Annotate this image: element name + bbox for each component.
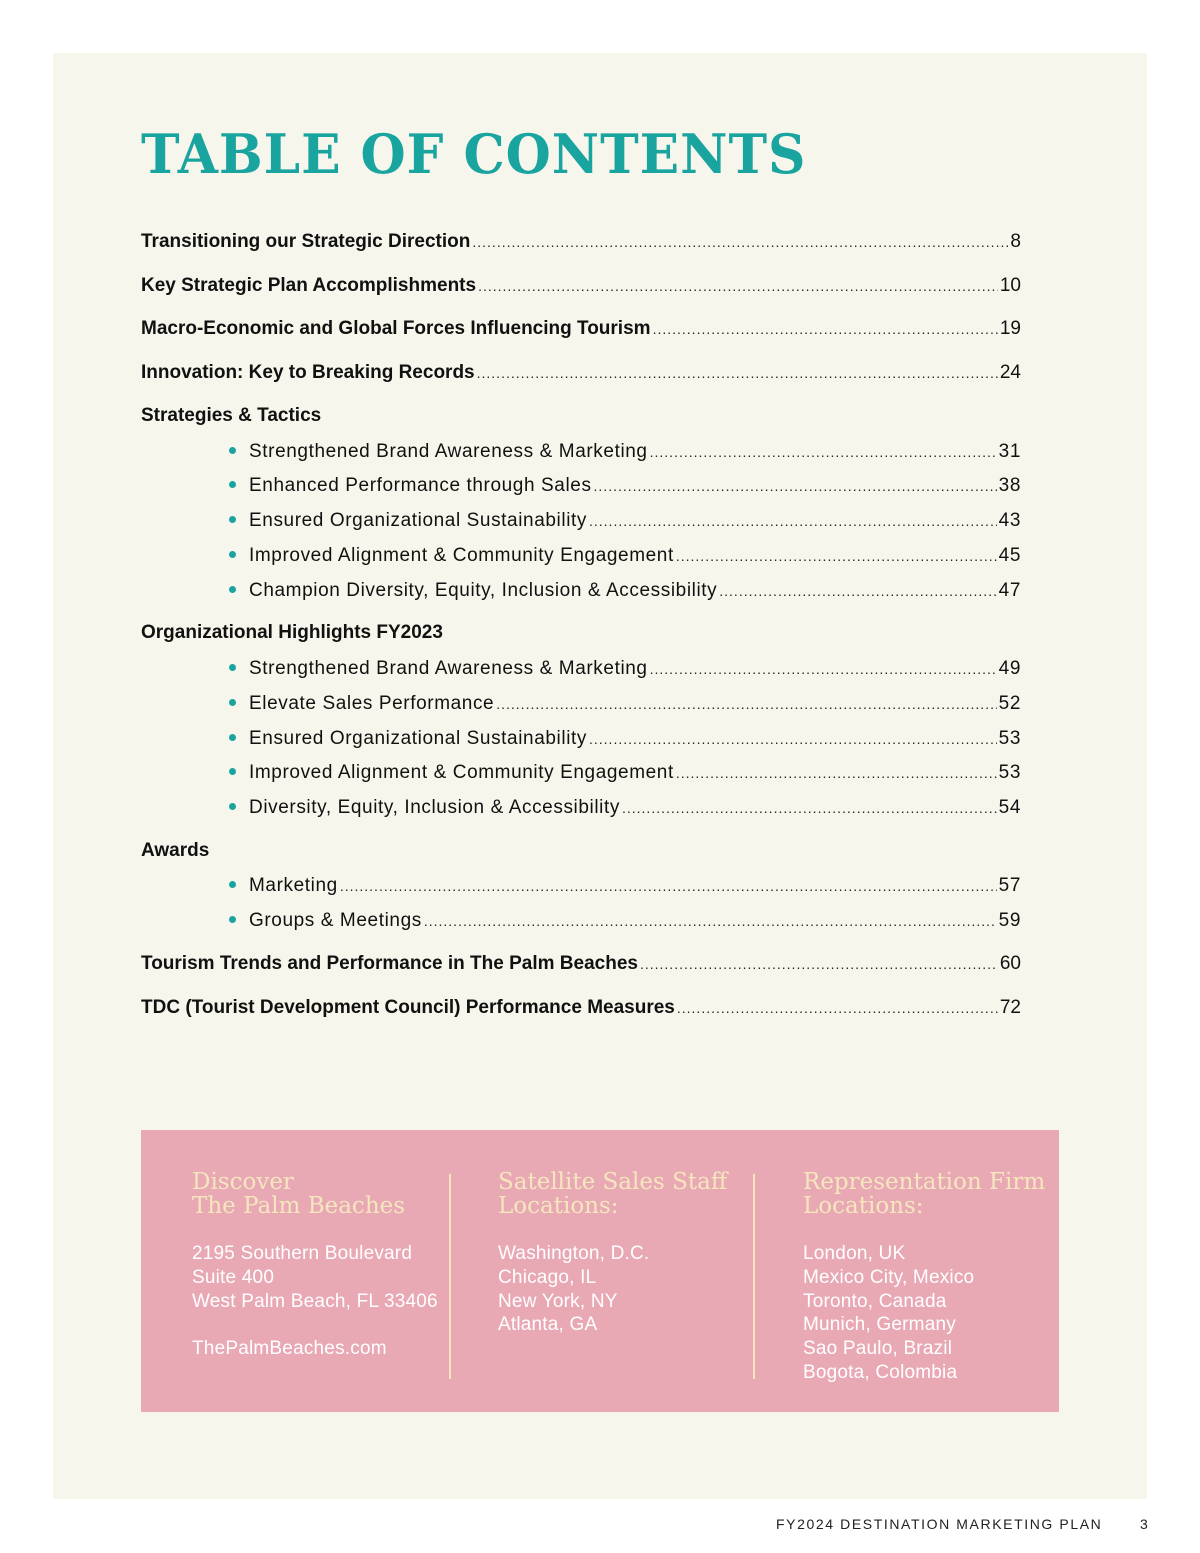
toc-page-number: 38 bbox=[998, 475, 1021, 497]
website-link[interactable]: ThePalmBeaches.com bbox=[192, 1338, 387, 1360]
heading-line: The Palm Beaches bbox=[192, 1193, 406, 1219]
toc-sub-entry-label: Strengthened Brand Awareness & Marketing bbox=[249, 440, 648, 462]
bullet-icon bbox=[229, 881, 236, 888]
dot-leader bbox=[653, 321, 998, 337]
bullet-icon bbox=[229, 699, 236, 706]
bullet-icon bbox=[229, 481, 236, 488]
bullet-icon bbox=[229, 551, 236, 558]
toc-entry-label: Tourism Trends and Performance in The Palm Beaches bbox=[141, 953, 638, 975]
toc-page-number: 54 bbox=[998, 797, 1021, 819]
location-item: Mexico City, Mexico bbox=[803, 1266, 975, 1288]
location-item: Toronto, Canada bbox=[803, 1290, 947, 1312]
toc-sub-entry-label: Elevate Sales Performance bbox=[249, 692, 495, 714]
toc-sub-entry[interactable] bbox=[141, 693, 1021, 728]
dot-leader bbox=[472, 234, 1008, 250]
location-item: New York, NY bbox=[498, 1290, 618, 1312]
toc-sub-entry[interactable] bbox=[141, 658, 1021, 693]
bullet-icon bbox=[229, 447, 236, 454]
discover-column bbox=[192, 1170, 452, 1361]
heading-line: Locations: bbox=[803, 1193, 924, 1219]
satellite-heading bbox=[498, 1170, 758, 1218]
toc-sub-entry[interactable] bbox=[141, 910, 1021, 945]
toc-entry[interactable] bbox=[141, 953, 1021, 997]
toc-page-number: 45 bbox=[998, 544, 1021, 566]
toc-page-number: 57 bbox=[998, 875, 1021, 897]
dot-leader bbox=[622, 800, 997, 816]
dot-leader bbox=[589, 731, 997, 747]
location-item: Munich, Germany bbox=[803, 1314, 956, 1336]
heading-line: Satellite Sales Staff bbox=[498, 1169, 728, 1195]
column-divider bbox=[449, 1174, 451, 1379]
dot-leader bbox=[676, 765, 997, 781]
toc-sub-entry-label: Strengthened Brand Awareness & Marketing bbox=[249, 657, 648, 679]
dot-leader bbox=[640, 956, 998, 972]
toc-entry[interactable] bbox=[141, 231, 1021, 275]
location-item: London, UK bbox=[803, 1243, 906, 1264]
dot-leader bbox=[650, 661, 997, 677]
dot-leader bbox=[496, 696, 996, 712]
satellite-column bbox=[498, 1170, 758, 1337]
bullet-icon bbox=[229, 586, 236, 593]
heading-line: Representation Firm bbox=[803, 1169, 1046, 1195]
toc-sub-entry[interactable] bbox=[141, 875, 1021, 910]
dot-leader bbox=[477, 365, 998, 381]
toc-page-number: 8 bbox=[1010, 231, 1021, 252]
toc-page-number: 60 bbox=[999, 953, 1021, 975]
toc-sub-entry-label: Diversity, Equity, Inclusion & Accessibility bbox=[249, 797, 620, 819]
toc-sub-entry-label: Champion Diversity, Equity, Inclusion & Accessibility bbox=[249, 579, 718, 601]
discover-address bbox=[192, 1242, 452, 1361]
bullet-icon bbox=[229, 916, 236, 923]
dot-leader bbox=[424, 913, 997, 929]
toc-sub-entry[interactable] bbox=[141, 580, 1021, 615]
bullet-icon bbox=[229, 768, 236, 775]
toc-sub-entry-label: Groups & Meetings bbox=[249, 910, 422, 932]
dot-leader bbox=[340, 878, 997, 894]
discover-heading bbox=[192, 1170, 452, 1218]
toc-sub-entry-label: Marketing bbox=[249, 875, 338, 897]
toc-page-number: 53 bbox=[998, 727, 1021, 749]
location-item: Atlanta, GA bbox=[498, 1314, 598, 1336]
toc-entry-label: Transitioning our Strategic Direction bbox=[141, 231, 471, 252]
dot-leader bbox=[478, 278, 998, 294]
dot-leader bbox=[676, 548, 997, 564]
toc-entry-label: Macro-Economic and Global Forces Influencing Tourism bbox=[141, 318, 651, 339]
address-line: 2195 Southern Boulevard bbox=[192, 1243, 413, 1264]
toc-page-number: 43 bbox=[998, 510, 1021, 532]
toc-sub-entry-label: Ensured Organizational Sustainability bbox=[249, 510, 587, 532]
toc-sub-entry[interactable] bbox=[141, 728, 1021, 763]
spacer bbox=[192, 1313, 452, 1337]
toc-entry[interactable] bbox=[141, 362, 1021, 406]
page-panel bbox=[53, 53, 1147, 1499]
bullet-icon bbox=[229, 664, 236, 671]
toc-sub-entry[interactable] bbox=[141, 510, 1021, 545]
contact-box bbox=[141, 1130, 1059, 1412]
table-of-contents bbox=[141, 231, 1021, 1040]
toc-sub-entry[interactable] bbox=[141, 545, 1021, 580]
toc-entry[interactable] bbox=[141, 318, 1021, 362]
representation-locations bbox=[803, 1242, 1063, 1385]
heading-line: Discover bbox=[192, 1169, 294, 1195]
toc-page-number: 72 bbox=[999, 996, 1021, 1018]
toc-section-heading-label: Awards bbox=[141, 839, 210, 861]
dot-leader bbox=[589, 513, 997, 529]
toc-entry[interactable] bbox=[141, 275, 1021, 319]
address-line: West Palm Beach, FL 33406 bbox=[192, 1290, 438, 1312]
toc-page-number: 49 bbox=[998, 657, 1021, 679]
footer-document-title: FY2024 DESTINATION MARKETING PLAN bbox=[776, 1516, 1103, 1532]
location-item: Washington, D.C. bbox=[498, 1243, 650, 1264]
toc-page-number: 31 bbox=[998, 440, 1021, 462]
dot-leader bbox=[594, 478, 997, 494]
bullet-icon bbox=[229, 734, 236, 741]
footer-page-number: 3 bbox=[1140, 1516, 1148, 1532]
toc-page-number: 24 bbox=[999, 361, 1021, 383]
toc-page-number: 52 bbox=[998, 692, 1021, 714]
toc-sub-entry[interactable] bbox=[141, 441, 1021, 476]
representation-heading bbox=[803, 1170, 1063, 1218]
location-item: Sao Paulo, Brazil bbox=[803, 1338, 953, 1360]
satellite-locations bbox=[498, 1242, 758, 1337]
toc-entry[interactable] bbox=[141, 997, 1021, 1041]
toc-entry-label: Innovation: Key to Breaking Records bbox=[141, 361, 475, 383]
toc-sub-entry-label: Ensured Organizational Sustainability bbox=[249, 727, 587, 749]
toc-sub-entry[interactable] bbox=[141, 762, 1021, 797]
toc-entry-label: Key Strategic Plan Accomplishments bbox=[141, 274, 477, 296]
toc-section-heading-label: Strategies & Tactics bbox=[141, 405, 322, 426]
toc-sub-entry-label: Improved Alignment & Community Engagement bbox=[249, 762, 674, 784]
page-title: TABLE OF CONTENTS bbox=[141, 122, 807, 186]
heading-line: Locations: bbox=[498, 1193, 619, 1219]
toc-page-number: 53 bbox=[998, 762, 1021, 784]
address-line: Suite 400 bbox=[192, 1266, 275, 1288]
toc-page-number: 19 bbox=[999, 318, 1021, 339]
bullet-icon bbox=[229, 803, 236, 810]
dot-leader bbox=[677, 1000, 998, 1016]
dot-leader bbox=[650, 444, 997, 460]
toc-sub-entry-label: Enhanced Performance through Sales bbox=[249, 475, 592, 497]
toc-sub-entry[interactable] bbox=[141, 475, 1021, 510]
toc-sub-entry-label: Improved Alignment & Community Engagement bbox=[249, 544, 674, 566]
bullet-icon bbox=[229, 516, 236, 523]
dot-leader bbox=[719, 583, 996, 599]
toc-sub-entry[interactable] bbox=[141, 797, 1021, 832]
location-item: Chicago, IL bbox=[498, 1266, 597, 1288]
toc-page-number: 59 bbox=[998, 910, 1021, 932]
location-item: Bogota, Colombia bbox=[803, 1361, 958, 1383]
toc-page-number: 10 bbox=[999, 274, 1021, 296]
column-divider bbox=[753, 1174, 755, 1379]
toc-section-heading-label: Organizational Highlights FY2023 bbox=[141, 622, 443, 644]
toc-page-number: 47 bbox=[998, 579, 1021, 601]
toc-entry-label: TDC (Tourist Development Council) Performance Measures bbox=[141, 996, 675, 1018]
representation-column bbox=[803, 1170, 1063, 1385]
